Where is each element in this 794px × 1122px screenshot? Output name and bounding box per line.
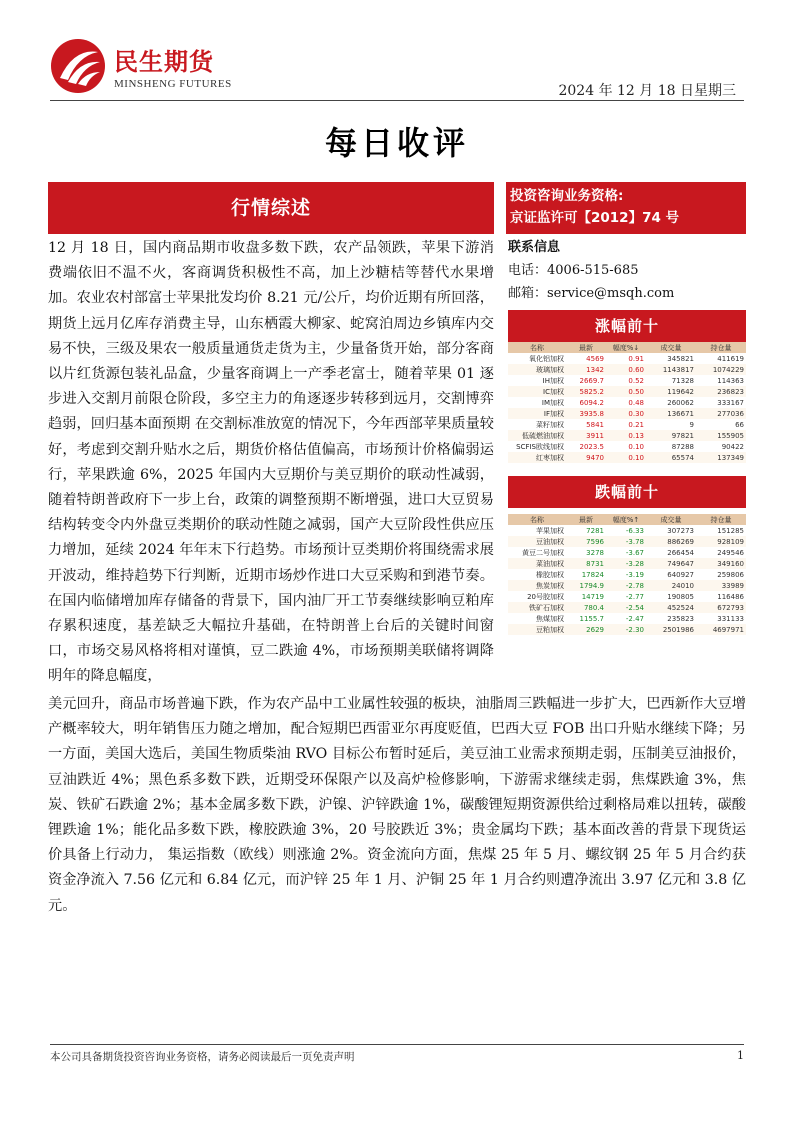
table-row bbox=[508, 558, 746, 569]
cell-open-interest: 411619 bbox=[717, 354, 744, 363]
table-row bbox=[508, 419, 746, 430]
table-row bbox=[508, 547, 746, 558]
cell-volume: 136671 bbox=[646, 408, 696, 419]
cell-volume: 886269 bbox=[646, 536, 696, 547]
cell-volume: 190805 bbox=[667, 592, 694, 601]
table-row bbox=[508, 397, 746, 408]
cell-change: 0.30 bbox=[606, 408, 646, 419]
cell-volume: 307273 bbox=[667, 526, 694, 535]
cell-name: IM加权 bbox=[541, 398, 564, 407]
cell-open-interest: 1074229 bbox=[696, 364, 746, 375]
cell-open-interest: 33989 bbox=[696, 580, 746, 591]
losers-title: 跌幅前十 bbox=[508, 476, 746, 508]
cell-change: 0.60 bbox=[606, 364, 646, 375]
cell-open-interest: 4697971 bbox=[696, 624, 746, 635]
cell-name: 苹果加权 bbox=[536, 526, 564, 535]
cell-change: 0.52 bbox=[628, 376, 644, 385]
footer-disclaimer: 本公司具备期货投资咨询业务资格，请务必阅读最后一页免责声明 bbox=[50, 1051, 355, 1063]
table-row bbox=[508, 375, 746, 386]
cell-change: -2.54 bbox=[606, 602, 646, 613]
cell-last: 780.4 bbox=[566, 602, 606, 613]
col-header-last: 最新 bbox=[566, 514, 606, 525]
cell-open-interest: 66 bbox=[735, 420, 744, 429]
cell-volume: 24010 bbox=[646, 580, 696, 591]
cell-open-interest: 137349 bbox=[696, 452, 746, 463]
table-row bbox=[508, 591, 746, 602]
cell-name: 20号胶加权 bbox=[527, 592, 564, 601]
cell-change: -3.67 bbox=[625, 548, 644, 557]
cell-last: 1155.7 bbox=[579, 614, 604, 623]
cell-last: 1342 bbox=[566, 364, 606, 375]
cell-name: IH加权 bbox=[542, 376, 564, 385]
cell-change: 0.10 bbox=[628, 442, 644, 451]
page-number: 1 bbox=[737, 1049, 744, 1062]
table-row bbox=[508, 364, 746, 375]
cell-open-interest: 672793 bbox=[696, 602, 746, 613]
cell-change: -3.78 bbox=[606, 536, 646, 547]
col-header-volume: 成交量 bbox=[646, 514, 696, 525]
col-header-name: 名称 bbox=[508, 342, 566, 353]
cell-change: -2.78 bbox=[606, 580, 646, 591]
cell-open-interest: 114363 bbox=[717, 376, 744, 385]
contact-title: 联系信息 bbox=[508, 240, 561, 255]
cell-last: 14719 bbox=[581, 592, 604, 601]
col-header-oi: 持仓量 bbox=[696, 342, 746, 353]
cell-volume: 9 bbox=[689, 420, 694, 429]
table-row bbox=[508, 441, 746, 452]
qualification-line-2: 京证监许可【2012】74 号 bbox=[510, 210, 680, 226]
cell-name: 豆粕加权 bbox=[508, 624, 566, 635]
table-row bbox=[508, 452, 746, 463]
table-row bbox=[508, 430, 746, 441]
cell-volume: 260062 bbox=[667, 398, 694, 407]
cell-change: -3.28 bbox=[606, 558, 646, 569]
cell-volume: 2501986 bbox=[646, 624, 696, 635]
cell-last: 7596 bbox=[566, 536, 606, 547]
cell-change: 0.10 bbox=[606, 452, 646, 463]
cell-open-interest: 90422 bbox=[721, 442, 744, 451]
cell-change: 0.48 bbox=[628, 398, 644, 407]
cell-last: 5825.2 bbox=[566, 386, 606, 397]
cell-open-interest: 331133 bbox=[717, 614, 744, 623]
table-row bbox=[508, 624, 746, 635]
cell-volume: 235823 bbox=[667, 614, 694, 623]
cell-volume: 1143817 bbox=[646, 364, 696, 375]
cell-last: 17824 bbox=[581, 570, 604, 579]
cell-last: 7281 bbox=[586, 526, 604, 535]
market-summary-column bbox=[48, 236, 494, 690]
cell-name: 橡胶加权 bbox=[536, 570, 564, 579]
cell-name: 焦炭加权 bbox=[508, 580, 566, 591]
company-logo bbox=[50, 38, 240, 98]
cell-volume: 71328 bbox=[671, 376, 694, 385]
table-row bbox=[508, 353, 746, 364]
cell-name: IF加权 bbox=[508, 408, 566, 419]
cell-volume: 97821 bbox=[646, 430, 696, 441]
cell-last: 3935.8 bbox=[566, 408, 606, 419]
footer-divider bbox=[50, 1044, 744, 1045]
market-summary-wide bbox=[48, 692, 746, 919]
market-summary-paragraph: 12 月 18 日，国内商品期市收盘多数下跌，农产品领跌，苹果下游消费端依旧不温不火，客商调货积极性不高，加上沙糖桔等替代水果增加。农业农村部富士苹果批发均价 8.21 元/公斤，均价近期有所回落，期货上远月亿库存消费主导，山东栖霞大柳家、蛇窝泊周边乡镇库内交易不快，三级及果农一般质量通货走货为主，少量备货开始，部分客商以片红货源包装礼品盒，少量客商调上一产季老富士，随着苹果 01 逐步进入交割月前限仓阶段，多空主力的角逐逐步转移到远月，交割博弈趋弱，回归基本面预期 在交割标准放宽的情况下，今年西部苹果质量较好，考虑到交割升贴水之后，期货价格估值偏高，市场预计价格偏弱运行，苹果跌逾 6%，2025 年国内大豆期价与美豆期价的联动性减弱，随着特朗普政府下一步上台，政策的调整预期不断增强，进口大豆贸易结构转变令内外盘豆类期价的联动性随之减弱，国产大豆阶段性供应压力增加，延续 2024 年年末下行趋势。市场预计豆类期价将围绕需求展开波动，维持趋势下行判断，近期市场炒作进口大豆采购和到港节奏。在国内临储增加库存储备的背景下，国内油厂开工节奏继续影响豆粕库存累积速度，基差缺乏大幅拉升基础，在特朗普上台后的关键时间窗口，市场交易风格将相对谨慎，豆二跌逾 4%，市场预期美联储将调降明年的降息幅度， bbox=[48, 240, 494, 685]
cell-volume: 119642 bbox=[646, 386, 696, 397]
cell-change: 0.50 bbox=[606, 386, 646, 397]
cell-change: 0.13 bbox=[606, 430, 646, 441]
cell-name: 低硫燃油加权 bbox=[508, 430, 566, 441]
cell-volume: 266454 bbox=[667, 548, 694, 557]
qualification-line-1: 投资咨询业务资格: bbox=[510, 188, 624, 204]
contact-email: 邮箱：service@msqh.com bbox=[508, 286, 675, 301]
cell-open-interest: 155905 bbox=[696, 430, 746, 441]
table-row bbox=[508, 580, 746, 591]
cell-change: -2.47 bbox=[625, 614, 644, 623]
cell-last: 3278 bbox=[586, 548, 604, 557]
brand-name-cn: 民生期货 bbox=[114, 48, 214, 76]
cell-last: 2023.5 bbox=[579, 442, 604, 451]
cell-name: 菜油加权 bbox=[508, 558, 566, 569]
cell-last: 4569 bbox=[586, 354, 604, 363]
col-header-last: 最新 bbox=[566, 342, 606, 353]
cell-name: 焦煤加权 bbox=[536, 614, 564, 623]
cell-name: 红枣加权 bbox=[508, 452, 566, 463]
cell-open-interest: 928109 bbox=[696, 536, 746, 547]
page-title: 每日收评 bbox=[324, 124, 469, 162]
col-header-volume: 成交量 bbox=[646, 342, 696, 353]
market-summary-paragraph-continued: 美元回升，商品市场普遍下跌，作为农产品中工业属性较强的板块，油脂周三跌幅进一步扩大，巴西新作大豆增产概率较大，明年销售压力随之增加，配合短期巴西雷亚尔再度贬值，巴西大豆 FOB 出口升贴水继续下降；另一方面，美国大选后，美国生物质柴油 RVO 目标公布暂时延后，美豆油工业需求预期走弱，压制美豆油报价，豆油跌近 4%；黑色系多数下跌，近期受环保限产以及高炉检修影响，下游需求继续走弱，焦煤跌逾 3%，焦炭、铁矿石跌逾 2%；基本金属多数下跌，沪镍、沪锌跌逾 1%，碳酸锂短期资源供给过剩格局难以扭转，碳酸锂跌逾 1%；能化品多数下跌，橡胶跌逾 3%，20 号胶跌近 3%；贵金属均下跌；基本面改善的背景下现货运价具备上行动力， 集运指数（欧线）则涨逾 2%。资金流向方面，焦煤 25 年 5 月、螺纹钢 25 年 5 月合约获资金净流入 7.56 亿元和 6.84 亿元，而沪锌 25 年 1 月、沪铜 25 年 1 月合约则遭净流出 3.97 亿元和 3.8 亿元。 bbox=[48, 696, 746, 914]
cell-name: IC加权 bbox=[508, 386, 566, 397]
cell-open-interest: 236823 bbox=[696, 386, 746, 397]
cell-open-interest: 249546 bbox=[717, 548, 744, 557]
gainers-table bbox=[508, 342, 746, 463]
cell-last: 5841 bbox=[586, 420, 604, 429]
section-title-banner: 行情综述 bbox=[48, 182, 494, 234]
cell-change: 0.91 bbox=[628, 354, 644, 363]
cell-open-interest: 349160 bbox=[696, 558, 746, 569]
cell-volume: 65574 bbox=[646, 452, 696, 463]
cell-volume: 452524 bbox=[646, 602, 696, 613]
table-row bbox=[508, 386, 746, 397]
cell-name: SCFIS欧线加权 bbox=[516, 442, 564, 451]
contact-phone: 电话：4006-515-685 bbox=[508, 263, 639, 278]
cell-name: 豆油加权 bbox=[508, 536, 566, 547]
table-row bbox=[508, 408, 746, 419]
brand-name-en: MINSHENG FUTURES bbox=[114, 78, 232, 90]
table-row bbox=[508, 536, 746, 547]
cell-change: -3.19 bbox=[625, 570, 644, 579]
table-row bbox=[508, 613, 746, 624]
cell-volume: 640927 bbox=[667, 570, 694, 579]
col-header-name: 名称 bbox=[508, 514, 566, 525]
cell-last: 1794.9 bbox=[566, 580, 606, 591]
cell-change: 0.21 bbox=[628, 420, 644, 429]
cell-last: 6094.2 bbox=[579, 398, 604, 407]
cell-volume: 749647 bbox=[646, 558, 696, 569]
cell-name: 铁矿石加权 bbox=[508, 602, 566, 613]
cell-last: 3911 bbox=[566, 430, 606, 441]
col-header-oi: 持仓量 bbox=[696, 514, 746, 525]
minsheng-logo-icon bbox=[50, 38, 106, 94]
report-date: 2024 年 12 月 18 日星期三 bbox=[558, 83, 736, 99]
cell-volume: 345821 bbox=[667, 354, 694, 363]
table-row bbox=[508, 569, 746, 580]
cell-name: 玻璃加权 bbox=[508, 364, 566, 375]
losers-header-row bbox=[508, 514, 746, 525]
gainers-header-row bbox=[508, 342, 746, 353]
cell-open-interest: 116486 bbox=[717, 592, 744, 601]
col-header-change: 幅度%↓ bbox=[606, 342, 646, 353]
cell-name: 菜籽加权 bbox=[536, 420, 564, 429]
cell-last: 2629 bbox=[566, 624, 606, 635]
cell-change: -6.33 bbox=[625, 526, 644, 535]
cell-open-interest: 259806 bbox=[717, 570, 744, 579]
cell-name: 黄豆二号加权 bbox=[522, 548, 564, 557]
cell-last: 2669.7 bbox=[579, 376, 604, 385]
table-row bbox=[508, 602, 746, 613]
cell-change: -2.30 bbox=[606, 624, 646, 635]
contact-info bbox=[508, 236, 746, 305]
cell-open-interest: 151285 bbox=[717, 526, 744, 535]
qualification-box bbox=[506, 182, 746, 234]
cell-name: 氧化铝加权 bbox=[529, 354, 564, 363]
gainers-title: 涨幅前十 bbox=[508, 310, 746, 342]
losers-table bbox=[508, 514, 746, 635]
cell-open-interest: 333167 bbox=[717, 398, 744, 407]
cell-last: 9470 bbox=[566, 452, 606, 463]
col-header-change: 幅度%↑ bbox=[606, 514, 646, 525]
cell-open-interest: 277036 bbox=[696, 408, 746, 419]
cell-change: -2.77 bbox=[625, 592, 644, 601]
cell-last: 8731 bbox=[566, 558, 606, 569]
header-divider bbox=[50, 100, 744, 101]
table-row bbox=[508, 525, 746, 536]
cell-volume: 87288 bbox=[671, 442, 694, 451]
